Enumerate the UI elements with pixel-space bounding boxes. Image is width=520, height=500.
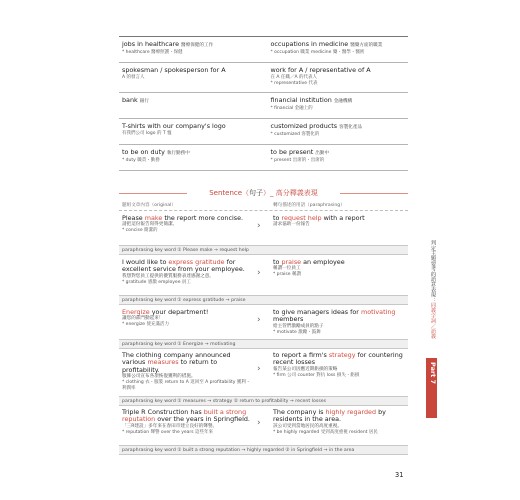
title-rule-left <box>119 193 187 194</box>
title-zh: 句子 <box>249 189 264 197</box>
term-note: 在 A 任職／A 的代表人 <box>270 74 317 80</box>
term-en: occupations in medicine <box>270 40 349 48</box>
term-en: T-shirts with our company's logo <box>122 122 226 130</box>
keyword-bar: paraphrasing key word ① Energize → motivating <box>119 339 408 349</box>
original-sentence <box>122 352 254 392</box>
table-row <box>119 119 408 145</box>
highlight-text: measures <box>147 358 179 367</box>
highlight-text: request help <box>281 214 322 222</box>
term-note: * duty 職責・勤務 <box>122 157 160 163</box>
paraphrase-term <box>271 149 409 158</box>
text-post: an employee <box>301 258 345 266</box>
term-note: * occupation 職業 medicine 藥・醫學・醫術 <box>270 49 365 55</box>
sentence-zh: 服飾公司宣布各項恢復獲利的措施。 <box>122 374 196 380</box>
term-en: work for A / representative of A <box>270 66 371 74</box>
term-en: bank <box>122 96 138 104</box>
paraphrase-sentence <box>273 215 406 228</box>
paraphrase-sentence <box>273 352 406 378</box>
side-text-highlight: 同義字詞／語義 <box>430 302 436 339</box>
page-number: 31 <box>395 471 404 479</box>
original-term <box>122 41 264 50</box>
sentence-row <box>119 259 408 293</box>
sentence-zh: 請求協助一份報告 <box>273 222 310 228</box>
sentence-zh: 稱讚一位員工 <box>273 266 301 272</box>
sentence-note: * clothing 衣・服裝 return to A 返回至 A profitability 獲利・利潤率 <box>122 380 251 391</box>
sentence-note: * firm 公司 counter 對抗 loss 損失・虧損 <box>273 372 360 378</box>
paraphrase-term <box>271 123 409 132</box>
original-term <box>122 67 264 75</box>
keyword-bar: paraphrasing key word ① measures → strategy ② return to profitability → recent losses <box>119 396 408 406</box>
original-sentence <box>122 215 254 234</box>
term-en: jobs in healthcare <box>122 40 180 48</box>
text-pre: Triple R Construction has <box>122 408 204 416</box>
term-note: A 的發言人 <box>122 74 145 80</box>
keyword-bar: paraphrasing key word ① built a strong reputation → highly regarded ② in Springfield → in the area <box>119 445 408 455</box>
sentence-note: * gratitude 感激 employee 員工 <box>122 279 191 285</box>
text-post: with a report <box>321 214 365 222</box>
text-pre: to <box>273 214 282 222</box>
text-post: to return to profitability. <box>122 358 218 374</box>
text-post: members <box>273 315 304 324</box>
sentence-zh: 報告某公司因應近期虧損的策略 <box>273 366 338 372</box>
term-en: to be present <box>270 148 314 156</box>
sentence-en <box>273 409 406 424</box>
original-term <box>122 97 264 106</box>
original-sentence <box>122 309 254 328</box>
paraphrase-sentence <box>273 259 406 278</box>
sentence-zh: 該公司受到當地居民的高度重視。 <box>273 423 342 429</box>
sentence-note: * motivate 激勵・鼓舞 <box>273 329 321 335</box>
paraphrase-term-cell <box>264 93 409 118</box>
sentence-note: * praise 稱讚 <box>273 272 301 278</box>
text-post: for excellent service from your employee. <box>122 258 245 274</box>
paraphrase-term <box>271 41 409 50</box>
text-pre: to give managers ideas for <box>273 308 361 316</box>
term-note: 有我們公司 logo 的 T 恤 <box>122 130 172 136</box>
term-en: spokesman / spokesperson for A <box>122 66 226 74</box>
table-row <box>119 37 408 63</box>
highlight-text: praise <box>281 258 302 266</box>
highlight-text: strategy <box>328 351 356 359</box>
sentence-en <box>122 409 254 424</box>
original-term-cell <box>119 63 264 92</box>
term-zh: 金融機構 <box>333 99 353 104</box>
chevron-right-icon: › <box>257 221 261 231</box>
chevron-right-icon: › <box>257 418 261 428</box>
section-title-text <box>187 187 340 199</box>
term-zh: 醫藥方面的職業 <box>350 43 383 48</box>
text-pre: Please <box>122 214 145 222</box>
term-note: * healthcare 醫療照護・保健 <box>122 49 183 55</box>
highlight-text: make <box>144 214 163 222</box>
term-note: * financial 金融上的 <box>270 105 313 111</box>
text-pre: The clothing company announced various <box>122 351 231 367</box>
sentence-row <box>119 409 408 443</box>
term-note: * representative 代表 <box>270 80 318 86</box>
text-post: over the years in Springfield. <box>155 415 250 424</box>
term-note: * present 出席的・出席的 <box>270 157 325 163</box>
text-pre: I would like to <box>122 258 169 266</box>
highlight-text: Energize <box>122 308 150 316</box>
term-zh: 銀行 <box>139 99 149 104</box>
original-term-cell <box>119 119 264 144</box>
paraphrase-column-header: 轉句描述的用語（paraphrasing） <box>273 203 345 208</box>
term-zh: 出勤中 <box>315 151 330 156</box>
original-term-cell <box>119 37 264 62</box>
sentence-en <box>122 352 254 374</box>
original-sentence <box>122 409 254 435</box>
title-prefix: Sentence（ <box>209 189 250 197</box>
original-term <box>122 123 264 131</box>
paraphrase-term <box>271 67 409 75</box>
part-side-tab <box>426 240 437 418</box>
side-tab-text <box>426 240 437 358</box>
sentence-en <box>273 352 406 367</box>
paraphrase-term <box>271 97 409 106</box>
text-post: your department! <box>149 308 209 316</box>
highlight-text: built a strong reputation <box>122 408 247 424</box>
sentence-row <box>119 215 408 243</box>
term-en: financial institution <box>270 96 332 104</box>
keyword-bar: paraphrasing key word ① express gratitude → praise <box>119 295 408 305</box>
sentence-row <box>119 352 408 394</box>
sentence-note: * reputation 聲譽 over the years 這些年來 <box>122 429 214 435</box>
sentence-note: * concise 簡潔的 <box>122 228 158 234</box>
side-text-pre: 判定主題要考的語意表現： <box>430 240 436 303</box>
keyword-bar: paraphrasing key word ① Please make → request help <box>119 245 408 255</box>
sentence-row <box>119 309 408 337</box>
table-row <box>119 93 408 119</box>
chevron-right-icon: › <box>257 268 261 278</box>
term-en: to be on duty <box>122 148 165 156</box>
column-headers <box>119 202 408 211</box>
sentence-zh: 讓您的部門動起來！ <box>122 316 164 322</box>
sentence-zh: 請把這份報告寫得更簡潔。 <box>122 222 178 228</box>
highlight-text: express gratitude <box>168 258 225 266</box>
text-pre: to <box>273 258 282 266</box>
term-zh: 醫療保健的工作 <box>181 43 214 48</box>
title-rule-right <box>340 193 408 194</box>
chevron-right-icon: › <box>257 364 261 374</box>
original-term <box>122 149 264 158</box>
text-post: by residents in the area. <box>273 408 386 424</box>
part-label-box <box>426 358 437 418</box>
text-pre: to report a firm's <box>273 351 329 359</box>
title-suffix: ）_ 高分釋義表現 <box>263 189 318 197</box>
term-en: customized products <box>270 122 338 130</box>
text-post: the report more concise. <box>162 214 244 222</box>
paraphrase-term-cell <box>264 145 409 170</box>
paraphrase-sentence <box>273 309 406 335</box>
sentence-zh: 我想對您員工提供的優質服務表達感謝之意。 <box>122 273 214 279</box>
text-post: for countering recent losses <box>273 351 403 367</box>
text-pre: The company is <box>273 408 326 416</box>
sentence-zh: 「三R建設」多年來在春田市建立良好的聲譽。 <box>122 423 218 429</box>
term-zh: 客製化產品 <box>339 125 363 130</box>
sentence-note: * be highly regarded 受到高度重視 resident 居民 <box>273 429 378 435</box>
highlight-text: highly regarded <box>325 408 377 416</box>
highlight-text: motivating <box>360 308 396 316</box>
table-row <box>119 63 408 93</box>
table-row <box>119 145 408 171</box>
term-note: * customized 客製化的 <box>270 131 320 137</box>
original-column-header: 題組文章內容（original） <box>122 203 176 208</box>
sentence-en <box>122 259 254 274</box>
term-zh: 執行勤務中 <box>166 151 190 156</box>
original-sentence <box>122 259 254 285</box>
vocabulary-table <box>119 36 408 171</box>
section-title <box>119 187 408 199</box>
sentence-en <box>273 309 406 324</box>
paraphrase-term-cell <box>264 37 409 62</box>
chevron-right-icon: › <box>257 315 261 325</box>
paraphrase-term-cell <box>264 63 409 92</box>
paraphrase-term-cell <box>264 119 409 144</box>
paraphrase-sentence <box>273 409 406 435</box>
part-label: Part 7 <box>429 362 437 385</box>
sentence-zh: 給主管們激勵成員的點子 <box>273 323 324 329</box>
original-term-cell <box>119 93 264 118</box>
original-term-cell <box>119 145 264 170</box>
sentence-note: * energize 使充滿活力 <box>122 322 170 328</box>
